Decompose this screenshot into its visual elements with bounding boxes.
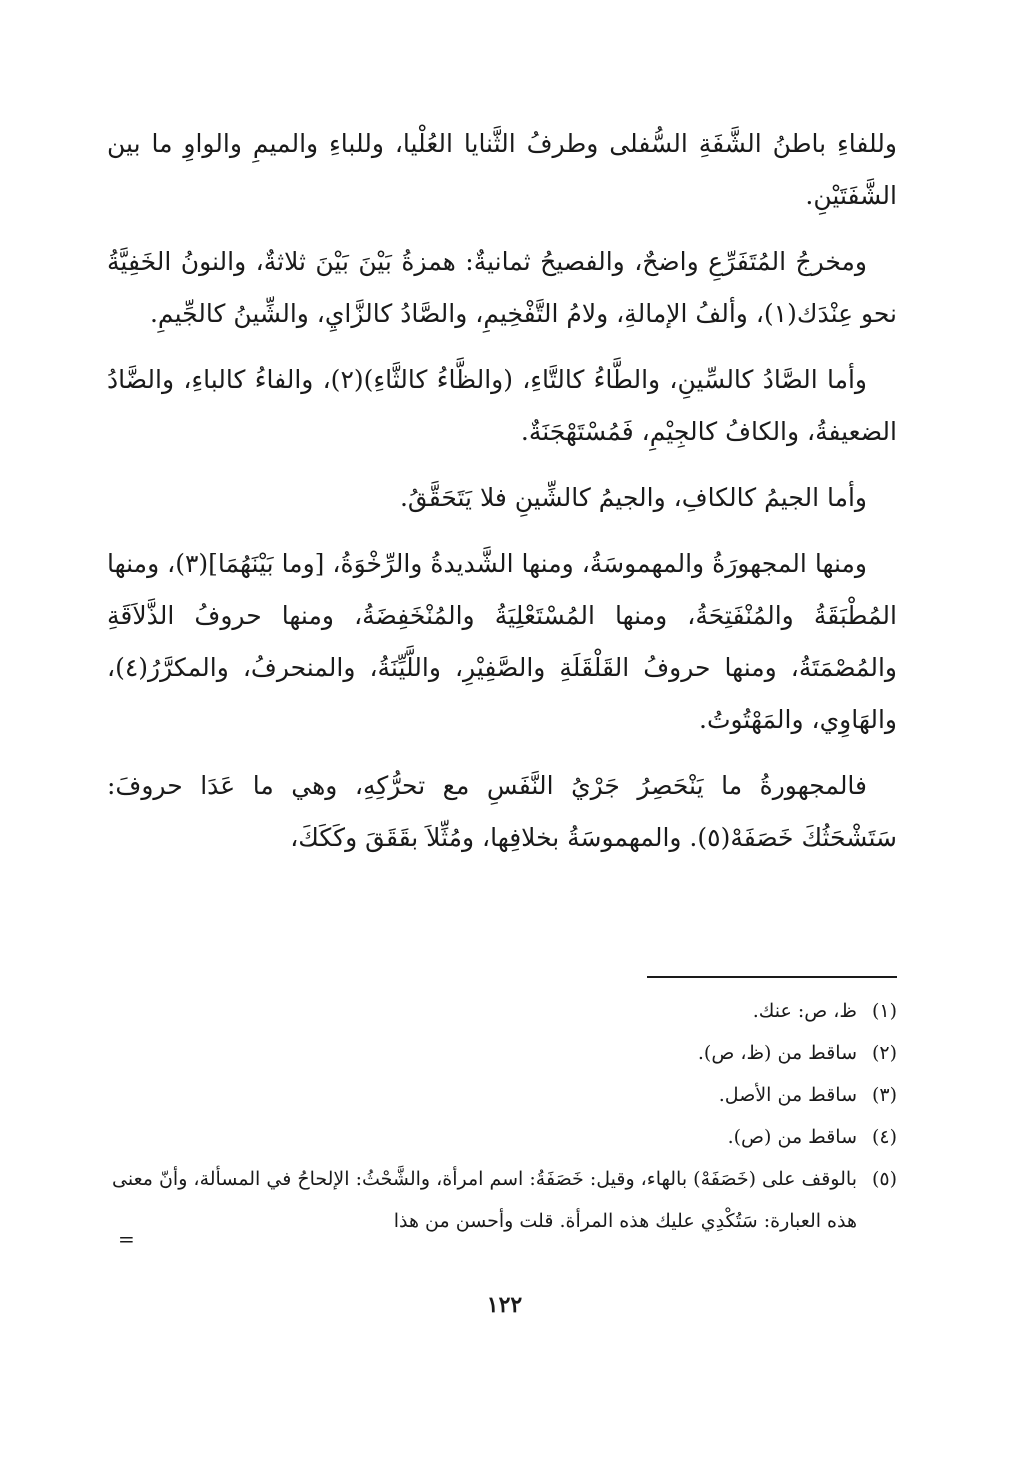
paragraph: وأما الجيمُ كالكافِ، والجيمُ كالشِّينِ فلا يَتَحَقَّقُ. xyxy=(399,483,867,512)
footnote-text: ساقط من الأصل. xyxy=(718,1084,857,1106)
footnote-number: (٣) xyxy=(871,1084,897,1106)
continuation-mark: = xyxy=(118,1227,135,1251)
footnote xyxy=(107,1074,897,1116)
footnote xyxy=(107,990,897,1032)
footnote xyxy=(107,1158,897,1242)
paragraph: وأما الصَّادُ كالسِّينِ، والطَّاءُ كالتَّاءِ، (والظَّاءُ كالثَّاءِ)(٢)، والفاءُ كالباءِ، والضَّادُ الضعيفةُ، والكافُ كالجِيْمِ، فَمُسْتَهْجَنَةٌ. xyxy=(107,365,897,446)
main-text-body xyxy=(107,118,897,878)
paragraph: ومنها المجهورَةُ والمهموسَةُ، ومنها الشَّديدةُ والرِّخْوَةُ، [وما بَيْنَهُمَا](٣)، ومنها المُطْبَقَةُ والمُنْفَتِحَةُ، ومنها المُسْتَعْلِيَةُ والمُنْخَفِضَةُ، ومنها حروفُ الذَّلاَقَةِ والمُصْمَتَةُ، ومنها حروفُ القَلْقَلَةِ والصَّفِيْرِ، واللَّيِّنَةُ، والمنحرفُ، والمكرَّرُ(٤)، والهَاوِي، والمَهْتُوتُ. xyxy=(107,549,897,734)
footnote-number: (٥) xyxy=(871,1168,897,1190)
footnote-text: ظ، ص: عنك. xyxy=(752,1000,857,1022)
paragraph: وللفاءِ باطنُ الشَّفَةِ السُّفلى وطرفُ الثَّنايا العُلْيا، وللباءِ والميمِ والواوِ ما بين الشَّفَتَيْنِ. xyxy=(107,129,897,210)
footnote-text: ساقط من (ص). xyxy=(727,1126,857,1148)
footnote-number: (٢) xyxy=(871,1042,897,1064)
page-number: ١٢٢ xyxy=(486,1292,523,1318)
footnote-text: بالوقف على (خَصَفَهْ) بالهاء، وقيل: خَصَفَةُ: اسم امرأة، والشَّحْثُ: الإلحاحُ في المسألة، وأنّ معنى هذه العبارة: سَتُكْدِي عليك هذه المرأة. قلت وأحسن من هذا xyxy=(112,1168,857,1232)
paragraph: ومخرجُ المُتَفَرِّعِ واضحٌ، والفصيحُ ثمانيةٌ: همزةُ بَيْنَ بَيْنَ ثلاثةٌ، والنونُ الخَفِيَّةُ نحو عِنْدَك(١)، وألفُ الإمالةِ، ولامُ التَّفْخِيمِ، والصَّادُ كالزَّايِ، والشِّينُ كالجِّيمِ. xyxy=(107,247,897,328)
footnote-number: (١) xyxy=(871,1000,897,1022)
paragraph: فالمجهورةُ ما يَنْحَصِرُ جَرْيُ النَّفَسِ مع تحرُّكِهِ، وهي ما عَدَا حروفَ: سَتَشْحَثُكَ خَصَفَهْ(٥). والمهموسَةُ بخلافِها، ومُثِّلاَ بقَقَقَ وكَكَكَ، xyxy=(107,771,897,852)
footnote xyxy=(107,1032,897,1074)
footnotes xyxy=(107,990,897,1242)
footnote-number: (٤) xyxy=(871,1126,897,1148)
footnote-separator xyxy=(647,976,897,978)
footnote-text: ساقط من (ظ، ص). xyxy=(697,1042,857,1064)
footnote xyxy=(107,1116,897,1158)
